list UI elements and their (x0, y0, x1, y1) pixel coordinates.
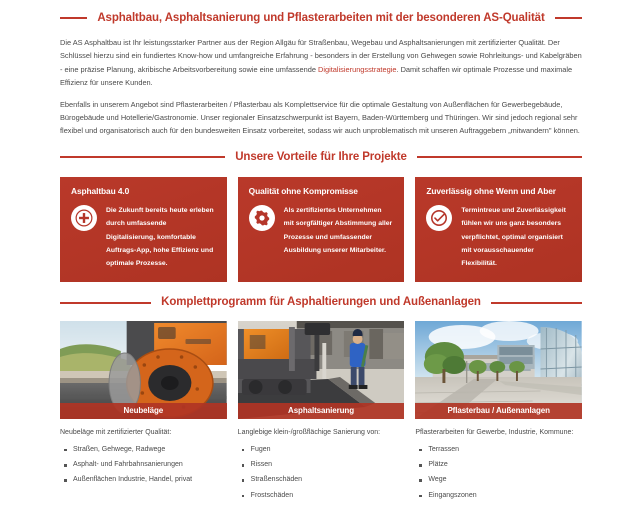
advantage-card-title: Asphaltbau 4.0 (71, 185, 130, 196)
programs-title: Komplettprogramm für Asphaltierungen und Außenanlagen (161, 296, 481, 309)
list-item: Fugen (251, 446, 405, 454)
intro-paragraph-1-part2: . Damit schaffen wir optimale Prozesse und maximale Effizienz für unsere Kunden. (60, 64, 573, 88)
program-column (60, 321, 227, 507)
intro-paragraph-2: Ebenfalls in unserem Angebot sind Pflasterarbeiten / Pflasterbau als Komplettservice für die optimale Gestaltung von Außenflächen für Gewerbegebäude, Bürogebäude und Hotellerie/Gastronomie. Unser regionaler Einsatzschwerpunkt ist Bayern, Baden-Württemberg und Thüringen. Wir sind jedoch regional sehr flexibel und organisatorisch auch für den bundesweiten Einsatz vorbereitet, sodass wir auch unproblematisch mit unseren Auftraggebern „mitwandern" können. (60, 99, 580, 136)
list-item: Terrassen (428, 446, 582, 454)
list-item: Asphalt- und Fahrbahnsanierungen (73, 461, 227, 469)
program-item-list (60, 446, 227, 485)
program-label: Asphaltsanierung (238, 403, 405, 419)
intro-text-block (60, 36, 582, 138)
program-column (415, 321, 582, 507)
page-title: Asphaltbau, Asphaltsanierung und Pflasterarbeiten mit der besonderen AS-Qualität (97, 12, 545, 24)
advantage-card[interactable] (415, 177, 582, 283)
list-item: Straßenschäden (251, 476, 405, 484)
intro-paragraph-1 (60, 36, 582, 90)
program-figure[interactable] (238, 321, 405, 419)
program-column (238, 321, 405, 507)
advantage-card-body (249, 204, 394, 257)
advantage-card-text: Als zertifiziertes Unternehmen mit sorgfältiger Abstimmung aller Prozesse und umfassender Ausbildung unserer Mitarbeiter. (283, 207, 393, 254)
heading-rule-left (60, 302, 151, 304)
advantage-card-text: Die Zukunft bereits heute erleben durch umfassende Digitalisierung, komfortable Auftrags-App, hohe Effizienz und optimale Prozesse. (106, 207, 214, 268)
advantage-card-title: Zuverlässig ohne Wenn und Aber (426, 185, 556, 196)
list-item: Eingangszonen (428, 492, 582, 500)
list-item: Rissen (251, 461, 405, 469)
program-label: Pflasterbau / Außenanlagen (415, 403, 582, 419)
program-label: Neubeläge (60, 403, 227, 419)
program-item-list (238, 446, 405, 501)
heading-rule-right (491, 302, 582, 304)
list-item: Straßen, Gehwege, Radwege (73, 446, 227, 454)
advantages-title: Unsere Vorteile für Ihre Projekte (235, 150, 407, 163)
check-circle-icon (426, 205, 452, 231)
plus-circle-icon (71, 205, 97, 231)
gear-icon (249, 205, 275, 231)
advantage-card-body (71, 204, 216, 270)
heading-rule-left (60, 17, 87, 19)
program-figure[interactable] (60, 321, 227, 419)
list-item: Frostschäden (251, 492, 405, 500)
program-intro: Neubeläge mit zertifizierter Qualität: (60, 429, 172, 437)
heading-rule-right (417, 156, 582, 158)
program-figure[interactable] (415, 321, 582, 419)
list-item: Außenflächen Industrie, Handel, privat (73, 476, 227, 484)
advantage-card[interactable] (238, 177, 405, 283)
section-heading-advantages (60, 151, 582, 164)
advantage-card-body (426, 204, 571, 270)
section-heading-programs (60, 296, 582, 309)
list-item: Plätze (428, 461, 582, 469)
digitalisierungsstrategie-link[interactable]: Digitalisierungsstrategie (318, 64, 397, 74)
list-item: Wege (428, 476, 582, 484)
program-column-list (60, 321, 582, 507)
advantage-card[interactable] (60, 177, 227, 283)
advantage-card-list (60, 177, 582, 283)
advantage-card-text: Termintreue und Zuverlässigkeit fühlen wir uns ganz besonders verpflichtet, optimal organisiert mit vorausschauender Flexibilität. (461, 207, 566, 268)
intro-paragraph-1-part1: Die AS Asphaltbau ist Ihr leistungsstarker Partner aus der Region Allgäu für Straßenbau, Wegebau und Asphaltsanierungen mit zertifizierter Qualität. Der Schlüssel hierzu sind ein fundiertes Know-how und umfangreiche Erfahrung - besonders in der Erstellung von Gehwegen sowie Rohrleitungs- und Kabelgräben - eine präzise Planung, akribische Arbeitsvorbereitung sowie eine umfassende (60, 37, 582, 74)
program-item-list (415, 446, 582, 501)
program-intro: Langlebige klein-/großflächige Sanierung von: (237, 429, 381, 437)
advantage-card-title: Qualität ohne Kompromisse (248, 185, 358, 196)
section-heading-intro (60, 0, 582, 25)
heading-rule-left (60, 156, 225, 158)
program-intro: Pflasterarbeiten für Gewerbe, Industrie, Kommune: (415, 429, 574, 437)
heading-rule-right (555, 17, 582, 19)
